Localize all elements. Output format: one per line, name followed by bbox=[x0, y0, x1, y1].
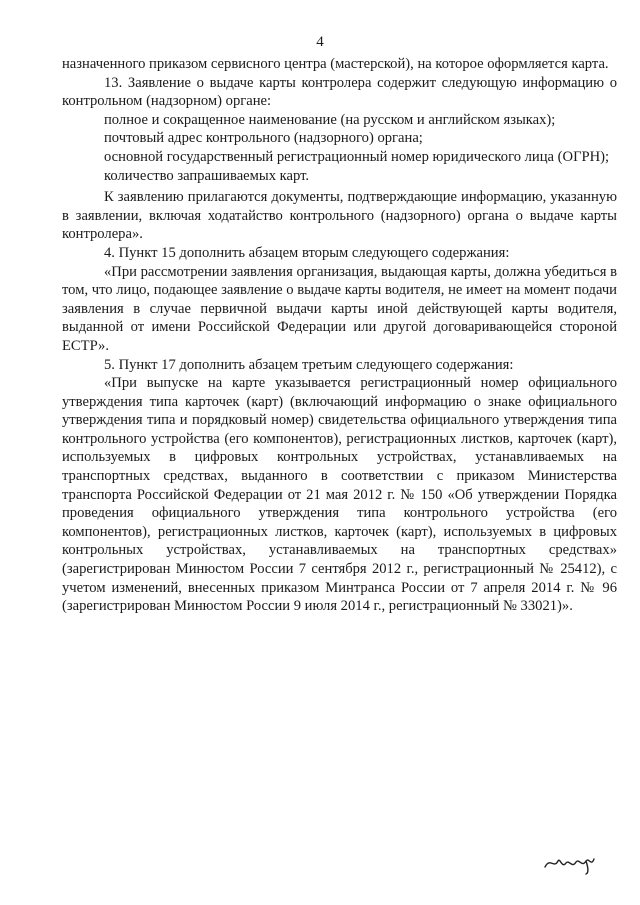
paragraph-continuation: назначенного приказом сервисного центра (мастерской), на которое оформляется карта. bbox=[62, 56, 609, 72]
paragraph-item-13: 13. Заявление о выдаче карты контролера содержит следующую информацию о контрольном (надзорном) органе: bbox=[62, 74, 617, 110]
paragraph-full-name: полное и сокращенное наименование (на русском и английском языках); bbox=[104, 111, 556, 128]
page-number: 4 bbox=[316, 34, 324, 50]
paragraph-item-5-quote: «При выпуске на карте указывается регистрационный номер официального утверждения типа карточек (карт) (включающий информацию о знаке официального утверждения типа и порядковый номер) свидетельства официального утверждения типа контрольного устройства (его компонентов), регистрационных листков, карточек (карт), используемых в цифровых контрольных устройствах, устанавливаемых на транспортных средствах, выданного в соответствии с приказом Министерства транспорта Российской Федерации от 21 мая 2012 г. № 150 «Об утверждении Порядка проведения официального утверждения типа контрольного устройства (его компонентов), регистрационных листков, карточек (карт), используемых в цифровых контрольных устройствах, устанавливаемых на транспортных средствах» (зарегистрирован Минюстом России 7 сентября 2012 г., регистрационный № 25412), с учетом изменений, внесенных приказом Минтранса России от 7 апреля 2014 г. № 96 (зарегистрирован Минюстом России 9 июля 2014 г., регистрационный № 33021)». bbox=[62, 375, 617, 615]
paragraph-postal-address: почтовый адрес контрольного (надзорного) органа; bbox=[104, 130, 423, 147]
handwritten-initials bbox=[542, 849, 602, 875]
document-body bbox=[62, 55, 617, 616]
paragraph-item-5: 5. Пункт 17 дополнить абзацем третьим следующего содержания: bbox=[104, 356, 514, 373]
paragraph-ogrn: основной государственный регистрационный номер юридического лица (ОГРН); bbox=[104, 148, 610, 165]
paragraph-card-count: количество запрашиваемых карт. bbox=[104, 167, 310, 184]
paragraph-item-4: 4. Пункт 15 дополнить абзацем вторым следующего содержания: bbox=[104, 244, 510, 261]
paragraph-item-4-quote: «При рассмотрении заявления организация, выдающая карты, должна убедиться в том, что лицо, подающее заявление о выдаче карты водителя, не имеет на момент подачи заявления в случае первичной выдачи карты иной действующей карты водителя, выданной от имени Российской Федерации или другой договаривающейся стороной ЕСТР». bbox=[62, 263, 617, 354]
paragraph-attachments: К заявлению прилагаются документы, подтверждающие информацию, указанную в заявлении, включая ходатайство контрольного (надзорного) органа о выдаче карты контролера». bbox=[62, 189, 617, 243]
